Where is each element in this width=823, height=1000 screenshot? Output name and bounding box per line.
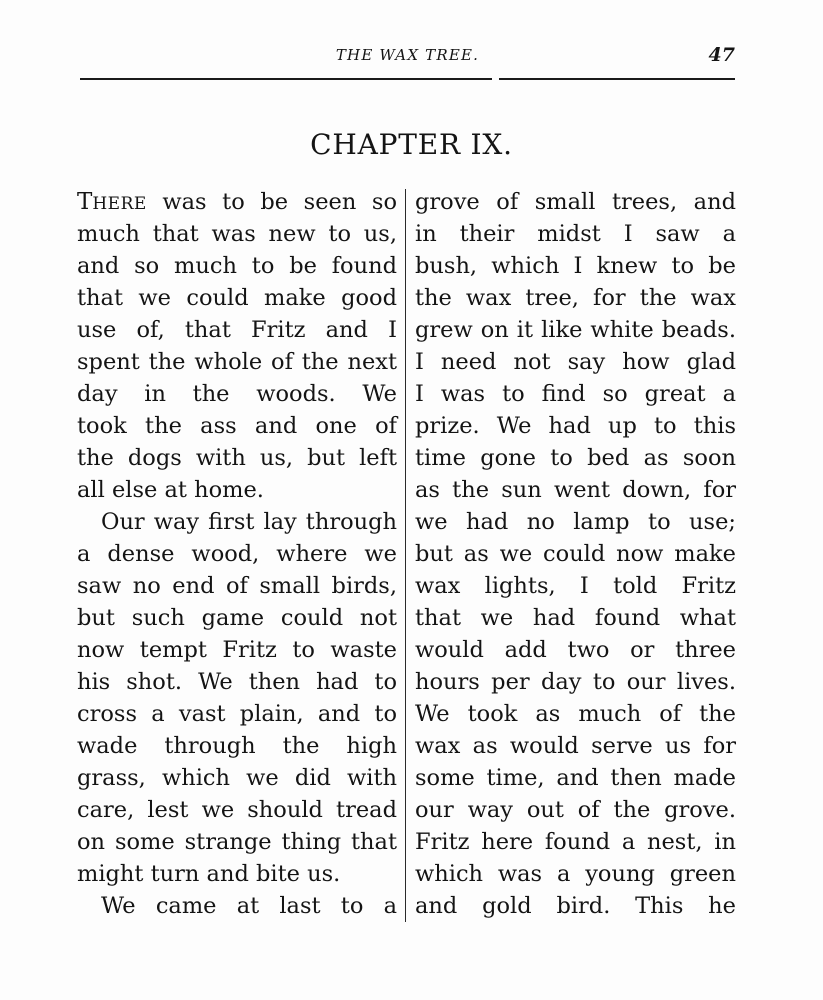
text-line: wax lights, I told Fritz	[415, 573, 736, 599]
text-line: grew on it like white beads.	[415, 317, 736, 343]
text-line: that we had found what	[415, 605, 736, 631]
text-line: Fritz here found a nest, in	[415, 829, 736, 855]
text-line: grove of small trees, and	[415, 189, 736, 215]
text-line: wax as would serve us for	[415, 733, 736, 759]
running-title: THE WAX TREE.	[335, 46, 480, 64]
text-line: as the sun went down, for	[415, 477, 736, 503]
text-line: the dogs with us, but left	[77, 445, 397, 471]
text-line: that we could make good	[77, 285, 397, 311]
text-line: care, lest we should tread	[77, 797, 397, 823]
text-line: our way out of the grove.	[415, 797, 736, 823]
right-text-column	[415, 186, 736, 922]
header-rule-right	[499, 78, 735, 80]
text-line: saw no end of small birds,	[77, 573, 397, 599]
text-line: some time, and then made	[415, 765, 736, 791]
text-line: grass, which we did with	[77, 765, 397, 791]
text-line: I was to find so great a	[415, 381, 736, 407]
text-line: time gone to bed as soon	[415, 445, 736, 471]
text-line: We came at last to a	[101, 893, 397, 919]
text-line: spent the whole of the next	[77, 349, 397, 375]
column-divider	[405, 189, 406, 922]
text-line: bush, which I knew to be	[415, 253, 736, 279]
text-line: now tempt Fritz to waste	[77, 637, 397, 663]
page-number: 47	[708, 44, 735, 66]
running-head	[80, 46, 735, 70]
text-line: much that was new to us,	[77, 221, 397, 247]
text-line: Our way first lay through	[101, 509, 397, 535]
text-line: would add two or three	[415, 637, 736, 663]
left-text-column	[77, 186, 397, 922]
text-line: prize. We had up to this	[415, 413, 736, 439]
text-line: a dense wood, where we	[77, 541, 397, 567]
text-line: we had no lamp to use;	[415, 509, 736, 535]
small-caps-word: HERE	[92, 194, 147, 214]
text-line: We took as much of the	[415, 701, 736, 727]
header-rule-left	[80, 78, 492, 80]
text-line: hours per day to our lives.	[415, 669, 736, 695]
text-line: and gold bird. This he	[415, 893, 736, 919]
text-line: the wax tree, for the wax	[415, 285, 736, 311]
text-line: on some strange thing that	[77, 829, 397, 855]
chapter-heading: CHAPTER IX.	[310, 128, 513, 161]
drop-cap: T	[77, 189, 93, 215]
text-line: day in the woods. We	[77, 381, 397, 407]
text-line: THERE was to be seen so	[77, 189, 397, 215]
text-line: all else at home.	[77, 477, 264, 503]
text-line: might turn and bite us.	[77, 861, 341, 887]
text-line: but as we could now make	[415, 541, 736, 567]
text-line: wade through the high	[77, 733, 397, 759]
text-line: and so much to be found	[77, 253, 397, 279]
text-line: in their midst I saw a	[415, 221, 736, 247]
text-line: cross a vast plain, and to	[77, 701, 397, 727]
text-line: his shot. We then had to	[77, 669, 397, 695]
text-line: took the ass and one of	[77, 413, 397, 439]
text-line: I need not say how glad	[415, 349, 736, 375]
text-line: but such game could not	[77, 605, 397, 631]
text-line: use of, that Fritz and I	[77, 317, 397, 343]
text-line: which was a young green	[415, 861, 736, 887]
